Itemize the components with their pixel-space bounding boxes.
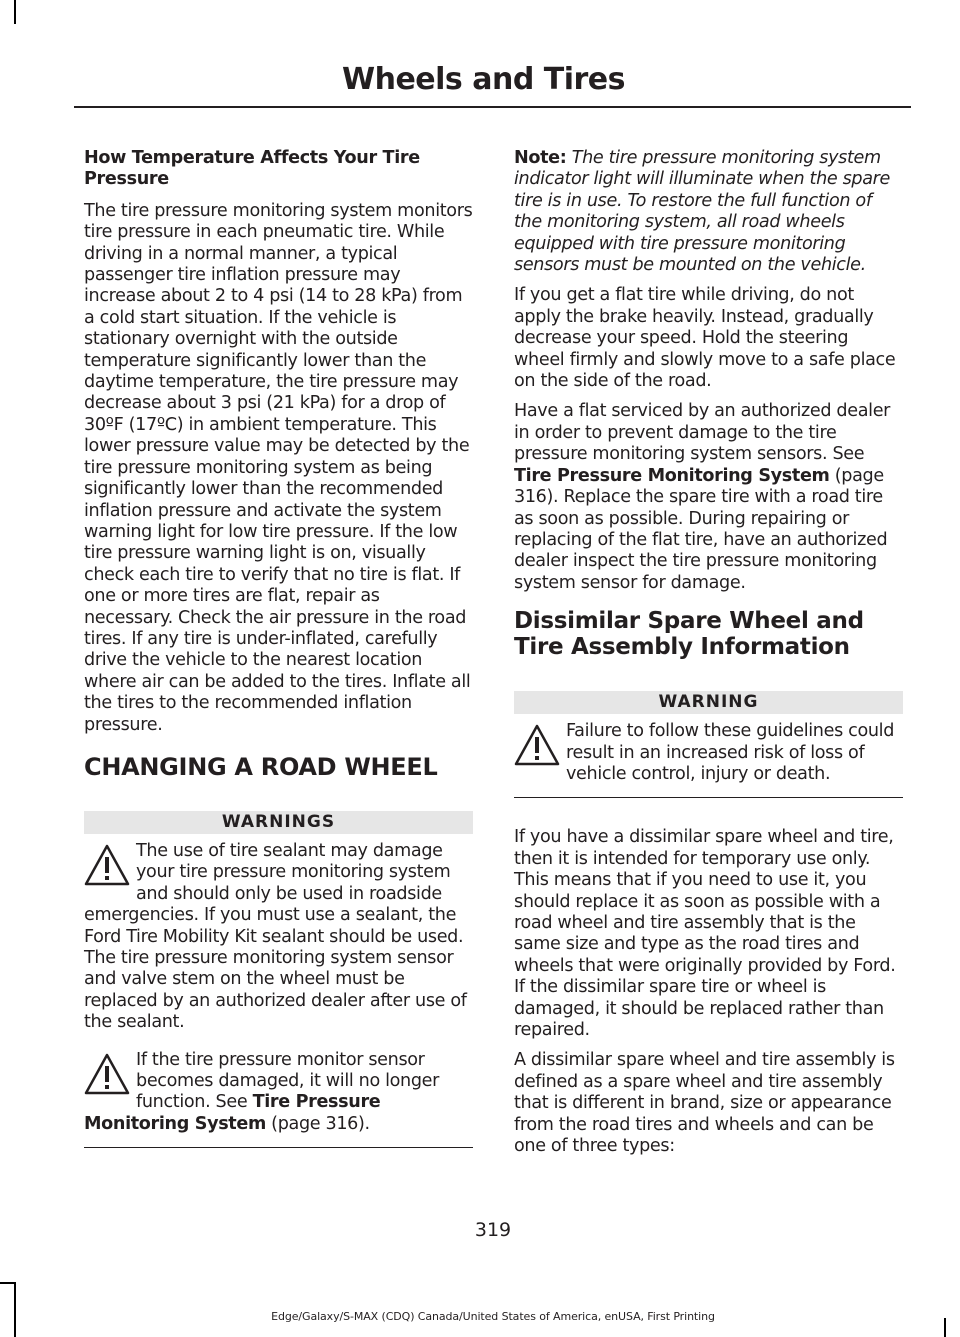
note-label: Note:	[514, 148, 567, 168]
flat-tire-paragraph: If you get a flat tire while driving, do not apply the brake heavily. Instead, gradually decrease your speed. Hold the steering wheel firmly and slowly move to a safe place on the side of the road.	[514, 285, 896, 392]
note-paragraph	[514, 148, 903, 276]
header-rule	[74, 106, 911, 108]
changing-road-wheel-title: CHANGING A ROAD WHEEL	[84, 752, 438, 781]
temperature-heading: How Temperature Affects Your Tire Pressure	[84, 148, 420, 190]
left-column	[84, 148, 473, 1148]
service-text: Have a flat serviced by an authorized dealer in order to prevent damage to the tire pressure monitoring system sensors. See	[514, 401, 891, 465]
warning-bar: WARNING	[514, 691, 903, 714]
temperature-paragraph: The tire pressure monitoring system monitors tire pressure in each pneumatic tire. While driving in a normal manner, a typical passenger tire inflation pressure may increase about 2 to 4 psi (14 to 28 kPa) from a cold start situation. If the vehicle is stationary overnight with the outside temperature significantly lower than the daytime temperature, the tire pressure may decrease about 3 psi (21 kPa) for a drop of 30ºF (17ºC) in ambient temperature. This lower pressure value may be detected by the tire pressure monitoring system as being significantly lower than the recommended inflation pressure and activate the system warning light for low tire pressure. If the low tire pressure warning light is on, visually check each tire to verify that no tire is flat. If one or more tires are flat, repair as necessary. Check the air pressure in the road tires. If any tire is under-inflated, carefully drive the vehicle to the nearest location where air can be added to the tires. Inflate all the tires to the recommended inflation pressure.	[84, 200, 473, 735]
warning-triangle-icon	[84, 1052, 130, 1096]
crop-mark-bottom-left-h	[0, 1282, 16, 1284]
tpms-link[interactable]: Tire Pressure Monitoring System	[514, 465, 830, 486]
page-number: 319	[474, 1219, 512, 1241]
warning-item-guidelines	[514, 721, 903, 785]
tpms-link[interactable]: Tire Pressure Monitoring System	[84, 1092, 381, 1134]
warning-sealant-text: The use of tire sealant may damage your tire pressure monitoring system and should only be used in roadside emergencies. If you must use a sealant, the Ford Tire Mobility Kit sealant should be used. The tire pressure monitoring system sensor and valve stem on the wheel must be replaced by an authorized dealer after use of the sealant.	[84, 840, 467, 1033]
warning-sensor-page: (page 316).	[265, 1113, 370, 1134]
warning-triangle-icon	[514, 723, 560, 767]
warnings-bar: WARNINGS	[84, 811, 473, 834]
warning-end-rule	[514, 797, 903, 798]
right-column	[514, 148, 903, 1166]
dissimilar-paragraph-1: If you have a dissimilar spare wheel and tire, then it is intended for temporary use only. This means that if you need to use it, you should replace it as soon as possible with a road wheel and tire assembly that is the same size and type as the road tires and wheels that were originally provided by Ford. If the dissimilar spare tire or wheel is damaged, it should be replaced rather than repaired.	[514, 827, 896, 1040]
warning-triangle-icon	[84, 843, 130, 887]
service-text-rest: (page 316). Replace the spare tire with a road tire as soon as possible. During repairing or replacing of the flat tire, have an authorized dealer inspect the tire pressure monitoring system sensor for damage.	[514, 465, 888, 593]
warning-guidelines-text: Failure to follow these guidelines could result in an increased risk of loss of vehicle control, injury or death.	[566, 721, 895, 784]
warning-item-sealant	[84, 841, 473, 1034]
footer-text: Edge/Galaxy/S-MAX (CDQ) Canada/United States of America, enUSA, First Printing	[271, 1310, 715, 1323]
page-header-title: Wheels and Tires	[342, 62, 625, 97]
dissimilar-paragraph-2: A dissimilar spare wheel and tire assembly is defined as a spare wheel and tire assembly that is different in brand, size or appearance from the road tires and wheels and can be one of three types:	[514, 1050, 895, 1157]
note-text: The tire pressure monitoring system indicator light will illuminate when the spare tire is in use. To restore the full function of the monitoring system, all road wheels equipped with tire pressure monitoring sensors must be mounted on the vehicle.	[514, 148, 891, 276]
service-paragraph	[514, 401, 903, 594]
dissimilar-title: Dissimilar Spare Wheel and Tire Assembly Information	[514, 608, 864, 661]
warning-sensor-text: If the tire pressure monitor sensor becomes damaged, it will no longer function. See	[136, 1049, 440, 1113]
crop-mark-top-left	[14, 0, 16, 24]
warning-item-sensor	[84, 1050, 473, 1136]
warnings-end-rule	[84, 1147, 473, 1148]
